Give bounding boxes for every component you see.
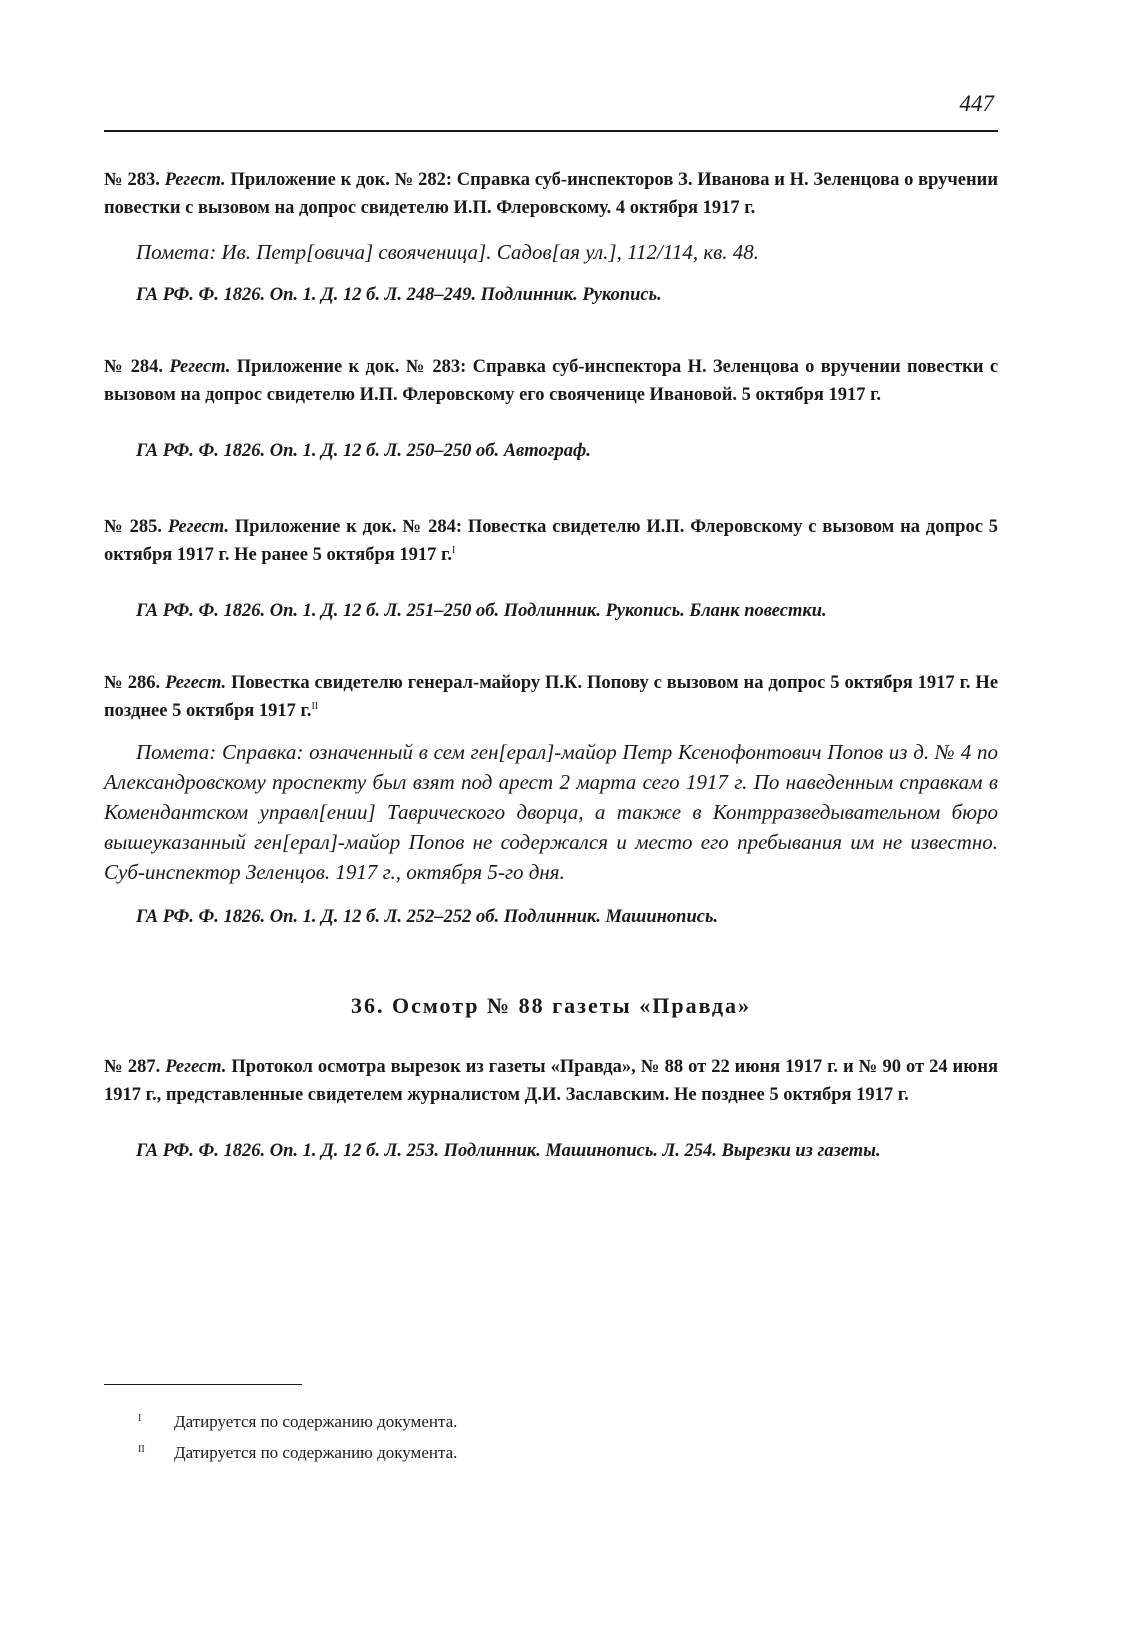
entry-number: № 286. — [104, 673, 161, 693]
entry-note: Помета: Справка: означенный в сем ген[ерал]-майор Петр Ксенофонтович Попов из д. № 4 по Александровскому проспекту был взят под арест 2 марта сего 1917 г. По наведенным справкам в Комендантском управл[ении] Таврического дворца, а также в Контрразведывательном бюро вышеуказанный ген[ерал]-майор Попов не содержался и место его пребывания им не известно. Суб-инспектор Зеленцов. 1917 г., октября 5-го дня. — [104, 740, 998, 884]
header-rule — [104, 130, 998, 132]
entry-number: № 287. — [104, 1057, 161, 1077]
entry-text: Приложение к док. № 284: Повестка свидетелю И.П. Флеровскому с вызовом на допрос 5 октября 1917 г. Не ранее 5 октября 1917 г. — [104, 517, 999, 565]
archive-source: ГА РФ. Ф. 1826. Оп. 1. Д. 12 б. Л. 250–250 об. Автограф. — [136, 441, 591, 461]
entry-284 — [104, 353, 998, 465]
footnote-marker: I — [138, 1413, 142, 1424]
section-title: 36. Осмотр № 88 газеты «Правда» — [350, 993, 752, 1018]
regest-label: Регест. — [169, 357, 231, 377]
regest-label: Регест. — [165, 1057, 227, 1077]
archive-source: ГА РФ. Ф. 1826. Оп. 1. Д. 12 б. Л. 248–249. Подлинник. Рукопись. — [136, 285, 662, 305]
page-number: 447 — [959, 91, 994, 116]
entry-number: № 283. — [104, 170, 160, 190]
footnote — [104, 1437, 998, 1468]
regest-label: Регест. — [167, 517, 230, 537]
footnote — [104, 1406, 998, 1437]
entry-287 — [104, 1053, 998, 1165]
entry-note: Помета: Ив. Петр[овича] свояченица]. Садов[ая ул.], 112/114, кв. 48. — [136, 240, 760, 264]
footnote-marker: II — [138, 1444, 145, 1455]
entry-heading — [104, 353, 998, 409]
archive-source: ГА РФ. Ф. 1826. Оп. 1. Д. 12 б. Л. 251–250 об. Подлинник. Рукопись. Бланк повестки. — [136, 601, 827, 621]
document-body — [104, 166, 998, 1165]
entry-text: Повестка свидетелю генерал-майору П.К. Попову с вызовом на допрос 5 октября 1917 г. Не позднее 5 октября 1917 г. — [104, 673, 999, 721]
entry-heading — [104, 669, 998, 725]
footnote-text: Датируется по содержанию документа. — [174, 1412, 458, 1431]
footnote-ref[interactable]: II — [311, 700, 319, 712]
regest-label: Регест. — [165, 673, 227, 693]
entry-text: Протокол осмотра вырезок из газеты «Правда», № 88 от 22 июня 1917 г. и № 90 от 24 июня 1917 г., представленные свидетелем журналистом Д.И. Заславским. Не позднее 5 октября 1917 г. — [104, 1057, 999, 1105]
footnote-ref[interactable]: I — [451, 544, 456, 556]
footnote-rule — [104, 1384, 302, 1385]
entry-heading — [104, 166, 998, 222]
entry-286 — [104, 669, 998, 931]
entry-285 — [104, 513, 998, 625]
entry-heading — [104, 1053, 998, 1109]
entry-text: Приложение к док. № 283: Справка суб-инспектора Н. Зеленцова о вручении повестки с вызовом на допрос свидетелю И.П. Флеровскому его свояченице Ивановой. 5 октября 1917 г. — [104, 357, 999, 405]
entry-number: № 284. — [104, 357, 164, 377]
footnotes — [104, 1406, 998, 1468]
entry-text: Приложение к док. № 282: Справка суб-инспекторов З. Иванова и Н. Зеленцова о вручении повестки с вызовом на допрос свидетелю И.П. Флеровскому. 4 октября 1917 г. — [104, 170, 998, 218]
entry-283 — [104, 166, 998, 309]
archive-source: ГА РФ. Ф. 1826. Оп. 1. Д. 12 б. Л. 252–252 об. Подлинник. Машинопись. — [136, 907, 719, 927]
regest-label: Регест. — [164, 170, 226, 190]
archive-source: ГА РФ. Ф. 1826. Оп. 1. Д. 12 б. Л. 253. Подлинник. Машинопись. Л. 254. Вырезки из газеты. — [136, 1141, 881, 1161]
entry-number: № 285. — [104, 517, 163, 537]
entry-heading — [104, 513, 998, 569]
footnote-text: Датируется по содержанию документа. — [174, 1443, 458, 1462]
